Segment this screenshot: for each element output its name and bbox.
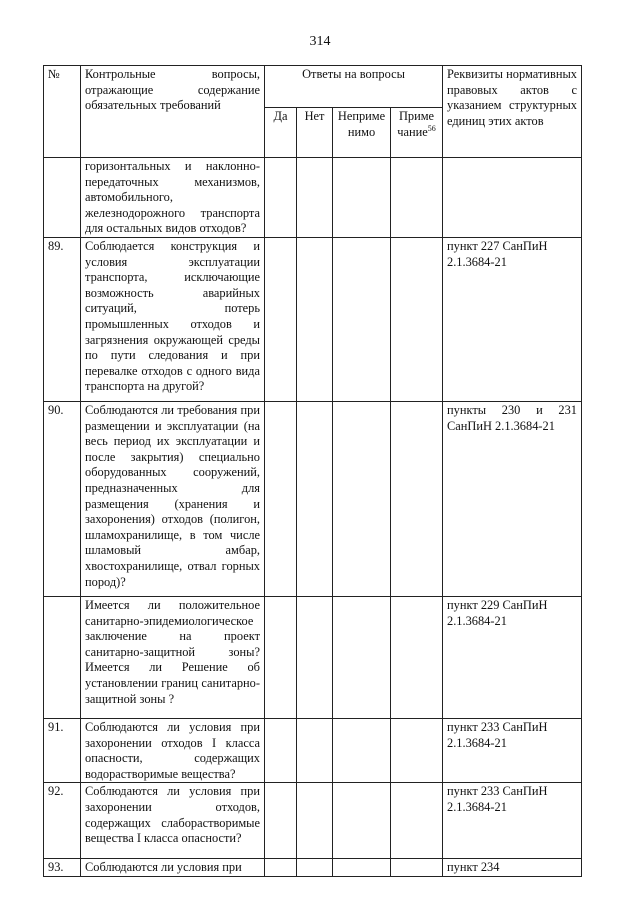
cell-note xyxy=(391,718,443,782)
header-note-footnote: 56 xyxy=(427,123,436,133)
header-row xyxy=(44,66,582,108)
cell-no xyxy=(297,237,333,401)
table-row xyxy=(44,859,582,877)
header-questions: Контрольные вопросы, отражающие содержание обязательных требований xyxy=(81,66,265,158)
header-not-applicable xyxy=(333,108,391,158)
row-ref: пункты 230 и 231 СанПиН 2.1.3684-21 xyxy=(443,401,582,596)
cell-no xyxy=(297,718,333,782)
table-row xyxy=(44,158,582,238)
cell-yes xyxy=(265,401,297,596)
row-num xyxy=(44,596,81,718)
row-ref: пункт 227 СанПиН 2.1.3684-21 xyxy=(443,237,582,401)
cell-not-applicable xyxy=(333,596,391,718)
cell-no xyxy=(297,158,333,238)
header-answers: Ответы на вопросы xyxy=(265,66,443,108)
header-na-line2: нимо xyxy=(347,124,376,139)
cell-not-applicable xyxy=(333,783,391,859)
header-yes: Да xyxy=(265,108,297,158)
row-num: 92. xyxy=(44,783,81,859)
header-no: Нет xyxy=(297,108,333,158)
cell-yes xyxy=(265,237,297,401)
row-question: Соблюдаются ли требования при размещении и эксплуатации (на весь период их эксплуатации и после закрытия) специально оборудованных сооружений, предназначенных для размещения (хранения и захоронения) отходов (полигон, шламохранилище, в том числе шламовый амбар, хвостохранилище, отвал горных пород)? xyxy=(81,401,265,596)
cell-note xyxy=(391,783,443,859)
row-question: Имеется ли положительное санитарно-эпидемиологическое заключение на проект санитарно-защитной зоны? Имеется ли Решение об установлении границ санитарно-защитной зоны ? xyxy=(81,596,265,718)
header-note xyxy=(391,108,443,158)
cell-yes xyxy=(265,718,297,782)
cell-yes xyxy=(265,783,297,859)
table-row xyxy=(44,401,582,596)
table-row xyxy=(44,718,582,782)
row-num: 91. xyxy=(44,718,81,782)
cell-note xyxy=(391,237,443,401)
row-question: Соблюдаются ли условия при захоронении отходов, содержащих слаборастворимые вещества I класса опасности? xyxy=(81,783,265,859)
row-ref: пункт 234 xyxy=(443,859,582,877)
row-ref: пункт 233 СанПиН 2.1.3684-21 xyxy=(443,783,582,859)
cell-yes xyxy=(265,859,297,877)
cell-yes xyxy=(265,596,297,718)
cell-no xyxy=(297,783,333,859)
row-question: Соблюдаются ли условия при xyxy=(81,859,265,877)
row-num xyxy=(44,158,81,238)
cell-note xyxy=(391,596,443,718)
header-note-line2: чание xyxy=(397,124,428,139)
cell-not-applicable xyxy=(333,401,391,596)
cell-note xyxy=(391,859,443,877)
header-requisites: Реквизиты нормативных правовых актов с указанием структурных единиц этих актов xyxy=(443,66,582,158)
row-question: горизонтальных и наклонно-передаточных механизмов, автомобильного, железнодорожного транспорта для остальных видов отходов? xyxy=(81,158,265,238)
row-question: Соблюдается конструкция и условия эксплуатации транспорта, исключающие возможность аварийных ситуаций, потерь промышленных отходов и загрязнения окружающей среды по пути следования и при перевалке отходов с одного вида транспорта на другой? xyxy=(81,237,265,401)
cell-not-applicable xyxy=(333,859,391,877)
cell-not-applicable xyxy=(333,718,391,782)
row-num: 93. xyxy=(44,859,81,877)
cell-not-applicable xyxy=(333,158,391,238)
row-ref: пункт 233 СанПиН 2.1.3684-21 xyxy=(443,718,582,782)
row-num: 90. xyxy=(44,401,81,596)
header-na-line1: Неприме xyxy=(337,109,386,123)
row-ref xyxy=(443,158,582,238)
cell-no xyxy=(297,401,333,596)
checklist-table xyxy=(43,65,582,877)
table-row xyxy=(44,596,582,718)
cell-not-applicable xyxy=(333,237,391,401)
row-num: 89. xyxy=(44,237,81,401)
cell-note xyxy=(391,401,443,596)
page-number: 314 xyxy=(309,34,331,49)
row-question: Соблюдаются ли условия при захоронении отходов I класса опасности, содержащих водорастворимые вещества? xyxy=(81,718,265,782)
row-ref: пункт 229 СанПиН 2.1.3684-21 xyxy=(443,596,582,718)
cell-yes xyxy=(265,158,297,238)
table-row xyxy=(44,237,582,401)
table-row xyxy=(44,783,582,859)
header-num: № xyxy=(44,66,81,158)
cell-no xyxy=(297,596,333,718)
header-note-line1: Приме xyxy=(398,109,435,123)
cell-note xyxy=(391,158,443,238)
cell-no xyxy=(297,859,333,877)
